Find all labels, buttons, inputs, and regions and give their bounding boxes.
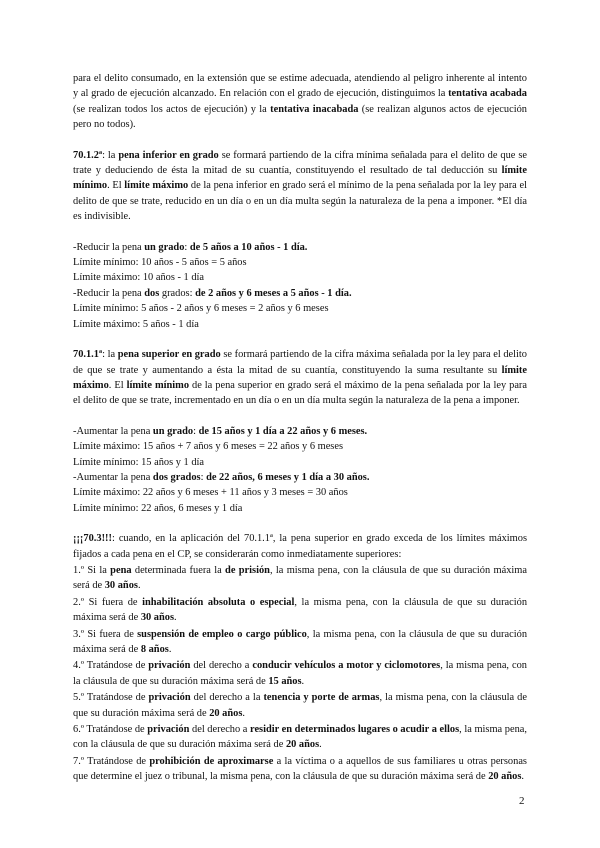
text: . [319,739,322,751]
bold-term: límite máximo [124,180,189,192]
bold-term: de prisión [225,564,270,576]
text: para el delito consumado, en la extensión que se estime adecuada, atendiendo al peligro inherente al intento y al grado de ejecución alcanzado. En relación con el grado de ejecución, distinguimos la [73,73,527,100]
bold-term: privación [147,724,190,736]
article-ref: 70.1.2ª [73,149,103,161]
bold-term: prohibición de aproximarse [149,755,274,767]
text: del derecho a [189,724,251,736]
list-item [73,595,527,626]
text: (se realizan todos los actos de ejecución) y la [73,103,271,115]
text: , la misma pena, con la cláusula de que su duración máxima será de [73,692,527,719]
example-line [73,286,527,301]
example-line: Límite máximo: 15 años + 7 años y 6 meses = 22 años y 6 meses [73,441,344,453]
text: : la [102,149,119,161]
list-item [73,627,527,658]
bold-term: tenencia y porte de armas [263,692,380,704]
text: , la misma pena, con la cláusula de que su duración máxima será de [73,596,528,624]
intro-paragraph [73,71,527,133]
text: . [521,771,524,783]
article-ref: 70.1.1ª [73,349,103,361]
text: . El [107,180,125,192]
example-line [73,240,527,255]
text: 1.º Si la [73,564,111,576]
bold-term: dos grados [152,471,201,483]
text: del derecho a la [190,692,264,704]
bold-term: de 22 años, 6 meses y 1 día a 30 años. [206,471,370,483]
text: se formará partiendo de la cifra máxima señalada por la ley para el delito de que se trate y aumentando a ésta la mitad de su cuantía, constituyendo la suma resultante su [73,349,527,376]
bold-term: 20 años [209,707,243,719]
list-item [73,722,527,753]
text: -Aumentar la pena [73,471,153,483]
example-line: Límite mínimo: 22 años, 6 meses y 1 día [73,502,243,514]
example-increase-block [73,424,527,516]
example-line: Límite mínimo: 5 años - 2 años y 6 meses = 2 años y 6 meses [73,303,329,315]
text: -Reducir la pena [73,287,145,299]
text: , la misma pena, con la cláusula de que su duración máxima será de [73,660,527,687]
text: . [168,644,172,655]
term-tentativa-acabada: tentativa acabada [448,88,527,100]
bold-term: 20 años [488,771,522,783]
text: . El [108,379,127,391]
text: , la misma pena, con la cláusula de que su duración máxima será de [73,724,527,751]
bold-term: pena [110,564,132,576]
text: a la víctima o a aquellos de sus familiares u otras personas que determine el juez o tribunal, la misma pena, con la cláusula de que su duración máxima será de [73,755,527,783]
text: se formará partiendo de la cifra mínima señalada para el delito de que se trate y deduciendo de ésta la mitad de su cuantía, constituyendo el resultado de tal deducción su [73,149,527,177]
text: 4.º Tratándose de [73,660,149,672]
text: del derecho a [190,660,253,672]
example-line: Límite mínimo: 10 años - 5 años = 5 años [73,257,247,269]
bold-term: de 2 años y 6 meses a 5 años - 1 día. [195,287,352,299]
text: determinada fuera la [131,564,226,576]
text: . [242,707,245,719]
bold-term: pena superior en grado [117,349,221,361]
article-70-3-block [73,531,527,785]
bold-term: conducir vehículos a motor y ciclomotores [252,660,441,672]
document-page [73,71,527,786]
example-reduce-block [73,240,527,332]
text: 7.º Tratándose de [73,755,150,767]
text: grados: [159,287,196,299]
list-item [73,754,527,785]
bold-term: 30 años [104,580,138,592]
example-line [73,470,527,485]
term-tentativa-inacabada: tentativa inacabada [270,103,359,115]
text: : [184,241,190,253]
bold-term: límite máximo [73,364,527,391]
text: 2.º Si fuera de [73,596,143,608]
text: . [301,675,305,687]
example-line [73,424,527,439]
bold-term: de 15 años y 1 día a 22 años y 6 meses. [198,425,368,437]
bold-term: límite mínimo [73,165,527,192]
bold-term: de 5 años a 10 años - 1 día. [189,241,308,253]
bold-term: dos [144,287,160,299]
text: 3.º Si fuera de [73,628,138,640]
bold-term: residir en determinados lugares o acudir a ellos [250,724,460,736]
text: 5.º Tratándose de [73,692,149,704]
example-line: Límite mínimo: 15 años y 1 día [73,456,205,468]
list-item [73,658,527,689]
bold-term: privación [148,692,191,704]
bold-term: pena inferior en grado [118,149,219,161]
bold-term: 8 años [140,644,169,655]
text: 6.º Tratándose de [73,724,148,736]
example-line: Límite máximo: 5 años - 1 día [73,318,199,330]
article-70-1-1-paragraph [73,347,527,409]
text: de la pena inferior en grado será el mínimo de la pena señalada por la ley para el delito de que se trate, reducido en un día o en un día multa según la naturaleza de la pena a imponer. *El día es indivisible. [73,180,527,223]
text: -Reducir la pena [73,241,145,253]
page-number: 2 [519,795,525,807]
article-ref: ¡¡¡70.3!!! [73,533,112,545]
list-item [73,563,527,594]
bold-term: un grado [144,241,185,253]
bold-term: 15 años [268,675,302,687]
text: . [137,580,141,592]
text: : la [102,349,118,361]
text: de la pena superior en grado será el máximo de la pena señalada por la ley para el delito de que se trate, incrementado en un día o en un día multa según la naturaleza de la pena a imponer. [73,379,527,407]
bold-term: inhabilitación absoluta o especial [142,596,295,608]
bold-term: 20 años [285,739,320,751]
example-line: Límite máximo: 10 años - 1 día [73,272,205,284]
text: . [174,612,177,624]
article-70-1-2-paragraph [73,148,527,225]
text: (se realizan algunos actos de ejecución pero no todos). [73,103,527,131]
example-line: Límite máximo: 22 años y 6 meses + 11 años y 3 meses = 30 años [73,487,348,499]
text: -Aumentar la pena [73,425,153,437]
bold-term: suspensión de empleo o cargo público [137,628,307,640]
bold-term: 30 años [140,612,175,624]
list-item [73,690,527,721]
text: , la misma pena, con la cláusula de que su duración máxima será de [73,628,528,655]
text: , la misma pena, con la cláusula de que su duración máxima será de [73,564,527,592]
bold-term: privación [148,660,191,672]
bold-term: un grado [152,425,194,437]
bold-term: límite mínimo [126,379,190,391]
text: : cuando, en la aplicación del 70.1.1ª, la pena superior en grado exceda de los límites máximos fijados a cada pena en el CP, se considerarán como inmediatamente superiores: [73,533,527,560]
text: : [193,425,199,437]
text: : [200,471,207,483]
article-70-3-intro [73,531,527,562]
